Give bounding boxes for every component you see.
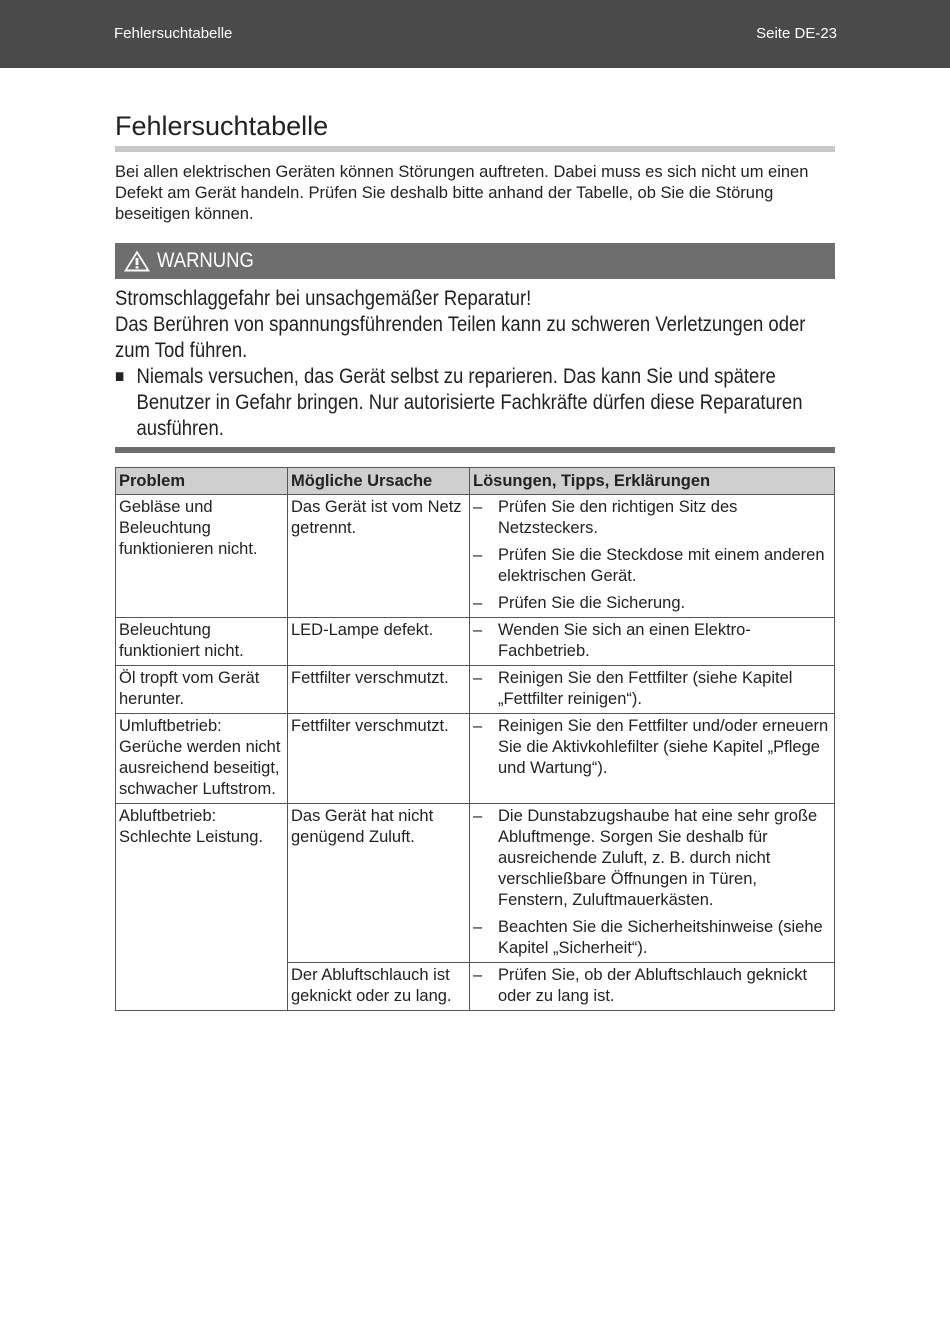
bullet-square-icon: ■ (115, 366, 125, 386)
header-page-number: Seite DE-23 (756, 25, 837, 42)
page-header (0, 0, 950, 68)
table-row (116, 495, 835, 618)
solutions-cell (470, 618, 835, 666)
problem-cell: Öl tropft vom Gerät herunter. (116, 666, 288, 714)
cause-cell: LED-Lampe defekt. (288, 618, 470, 666)
cause-cell: Das Gerät hat nicht genügend Zuluft. (288, 804, 470, 963)
warning-headline: Stromschlaggefahr bei unsachgemäßer Reparatur! (115, 286, 532, 310)
warning-label: WARNUNG (157, 249, 254, 272)
troubleshooting-table (115, 467, 835, 1011)
solution-item: – Die Dunstabzugshaube hat eine sehr große Abluftmenge. Sorgen Sie deshalb für ausreichende Zuluft, z. B. durch nicht verschließbare Öffnungen in Türen, Fenstern, Zuluftmauerkästen. (473, 807, 818, 909)
solution-item: – Wenden Sie sich an einen Elektro-Fachbetrieb. (473, 621, 751, 660)
solutions-cell (470, 714, 835, 804)
warning-triangle-icon (123, 249, 151, 273)
problem-cell: Abluftbetrieb: Schlechte Leistung. (116, 804, 288, 1011)
problem-cell: Beleuchtung funktioniert nicht. (116, 618, 288, 666)
warning-body (115, 285, 835, 441)
solution-item: – Prüfen Sie, ob der Abluftschlauch geknickt oder zu lang ist. (473, 966, 808, 1005)
table-row (116, 714, 835, 804)
table-row (116, 804, 835, 963)
warning-bullet-text: Niemals versuchen, das Gerät selbst zu reparieren. Das kann Sie und spätere Benutzer in Gefahr bringen. Nur autorisierte Fachkräfte dürfen diese Reparaturen ausführen. (136, 364, 803, 440)
problem-cell: Gebläse und Beleuchtung funktionieren nicht. (116, 495, 288, 618)
table-header-row (116, 468, 835, 495)
solution-item: – Prüfen Sie die Steckdose mit einem anderen elektrischen Gerät. (473, 546, 825, 585)
solution-item: – Reinigen Sie den Fettfilter und/oder erneuern Sie die Aktivkohlefilter (siehe Kapitel „Pflege und Wartung“). (473, 717, 829, 777)
header-section-title: Fehlersuchtabelle (114, 25, 233, 42)
warning-end-rule (115, 447, 835, 453)
solution-item: – Prüfen Sie die Sicherung. (473, 594, 686, 612)
solution-item: – Beachten Sie die Sicherheitshinweise (siehe Kapitel „Sicherheit“). (473, 918, 823, 957)
solutions-cell (470, 666, 835, 714)
intro-paragraph: Bei allen elektrischen Geräten können Störungen auftreten. Dabei muss es sich nicht um einen Defekt am Gerät handeln. Prüfen Sie deshalb bitte anhand der Tabelle, ob Sie die Störung beseitigen können. (115, 163, 809, 223)
title-rule (115, 146, 835, 152)
cause-cell: Das Gerät ist vom Netz getrennt. (288, 495, 470, 618)
cause-cell: Der Abluftschlauch ist geknickt oder zu lang. (288, 963, 470, 1011)
table-row (116, 666, 835, 714)
column-header-cause: Mögliche Ursache (288, 468, 470, 495)
solutions-cell (470, 804, 835, 963)
solutions-cell (470, 495, 835, 618)
solution-item: – Prüfen Sie den richtigen Sitz des Netzsteckers. (473, 498, 738, 537)
column-header-problem: Problem (116, 468, 288, 495)
problem-cell: Umluftbetrieb: Gerüche werden nicht ausreichend beseitigt, schwacher Luftstrom. (116, 714, 288, 804)
cause-cell: Fettfilter verschmutzt. (288, 666, 470, 714)
page-content (115, 108, 835, 1011)
warning-bullet (115, 363, 835, 441)
warning-banner (115, 243, 835, 279)
solutions-cell (470, 963, 835, 1011)
solution-item: – Reinigen Sie den Fettfilter (siehe Kapitel „Fettfilter reinigen“). (473, 669, 793, 708)
table-row (116, 618, 835, 666)
page-title: Fehlersuchtabelle (115, 111, 329, 141)
warning-description: Das Berühren von spannungsführenden Teilen kann zu schweren Verletzungen oder zum Tod führen. (115, 312, 806, 362)
column-header-solutions: Lösungen, Tipps, Erklärungen (470, 468, 835, 495)
cause-cell: Fettfilter verschmutzt. (288, 714, 470, 804)
